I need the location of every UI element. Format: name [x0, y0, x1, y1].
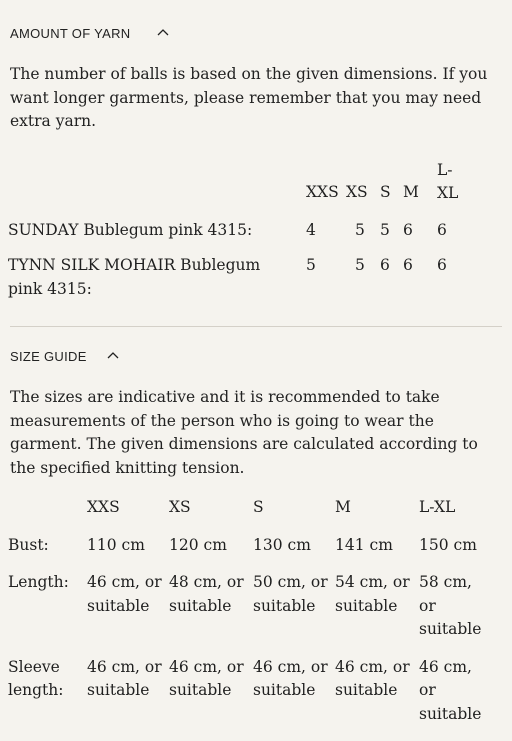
measurement-value: 48 cm, or suitable: [169, 573, 244, 615]
yarn-balls-value: 5: [355, 220, 365, 239]
size-header: M: [403, 183, 419, 201]
size-header: L-XL: [437, 160, 459, 202]
yarn-size-header-row: [8, 159, 467, 205]
yarn-balls-value: 4: [306, 220, 316, 239]
size-header: S: [380, 183, 391, 201]
size-header: M: [335, 498, 351, 516]
measurement-value: 46 cm, or suitable: [87, 657, 162, 699]
measurement-value: 46 cm, or suitable: [335, 657, 410, 699]
table-row: [8, 205, 467, 255]
yarn-balls-value: 5: [355, 256, 365, 274]
yarn-balls-value: 5: [380, 220, 390, 239]
size-header: XS: [346, 183, 368, 201]
measurement-label: Length:: [8, 573, 69, 591]
amount-of-yarn-intro: The number of balls is based on the given dimensions. If you want longer garments, please remember that you may need extra yarn.: [10, 65, 488, 130]
yarn-balls-value: 6: [437, 220, 447, 239]
yarn-balls-value: 6: [403, 256, 413, 274]
size-guide-title: SIZE GUIDE: [10, 348, 87, 364]
measurement-value: 50 cm, or suitable: [253, 573, 328, 615]
size-header: XS: [169, 498, 191, 516]
yarn-amount-table: [8, 159, 467, 302]
size-header: L-XL: [419, 498, 456, 516]
chevron-up-icon: [157, 28, 171, 38]
amount-of-yarn-section: [0, 0, 512, 134]
measurement-label: Sleeve length:: [8, 657, 64, 699]
measurement-label: Bust:: [8, 535, 49, 554]
measurement-value: 46 cm, or suitable: [87, 573, 162, 615]
yarn-balls-value: 6: [380, 256, 390, 274]
size-header: XXS: [87, 498, 120, 516]
measurement-value: 58 cm, or suitable: [419, 573, 482, 638]
size-guide-table: [8, 496, 493, 726]
size-guide-toggle[interactable]: [10, 340, 502, 372]
chevron-up-icon: [107, 351, 121, 361]
measurement-value: 46 cm, or suitable: [419, 657, 482, 723]
measurement-value: 130 cm: [253, 535, 311, 554]
yarn-balls-value: 6: [403, 220, 413, 239]
table-row: [8, 656, 493, 727]
size-header: S: [253, 498, 264, 516]
table-row: [8, 534, 493, 572]
table-row: [8, 571, 493, 656]
amount-of-yarn-toggle[interactable]: [10, 17, 502, 49]
yarn-name: SUNDAY Bublegum pink 4315:: [8, 220, 253, 239]
table-row: [8, 254, 467, 301]
size-header-row: [8, 496, 493, 534]
size-header: XXS: [306, 183, 339, 201]
measurement-value: 46 cm, or suitable: [253, 657, 328, 699]
measurement-value: 150 cm: [419, 535, 477, 554]
measurement-value: 54 cm, or suitable: [335, 573, 410, 615]
measurement-value: 110 cm: [87, 535, 145, 554]
yarn-balls-value: 6: [437, 256, 447, 274]
measurement-value: 120 cm: [169, 535, 227, 554]
size-guide-section: [0, 327, 512, 480]
yarn-name: TYNN SILK MOHAIR Bublegum pink 4315:: [8, 256, 261, 298]
measurement-value: 141 cm: [335, 535, 393, 554]
yarn-balls-value: 5: [306, 256, 316, 274]
size-guide-intro: The sizes are indicative and it is recommended to take measurements of the person who is going to wear the garment. The given dimensions are calculated according to the specified knitting tension.: [10, 388, 478, 477]
measurement-value: 46 cm, or suitable: [169, 657, 244, 699]
amount-of-yarn-title: AMOUNT OF YARN: [10, 25, 131, 41]
